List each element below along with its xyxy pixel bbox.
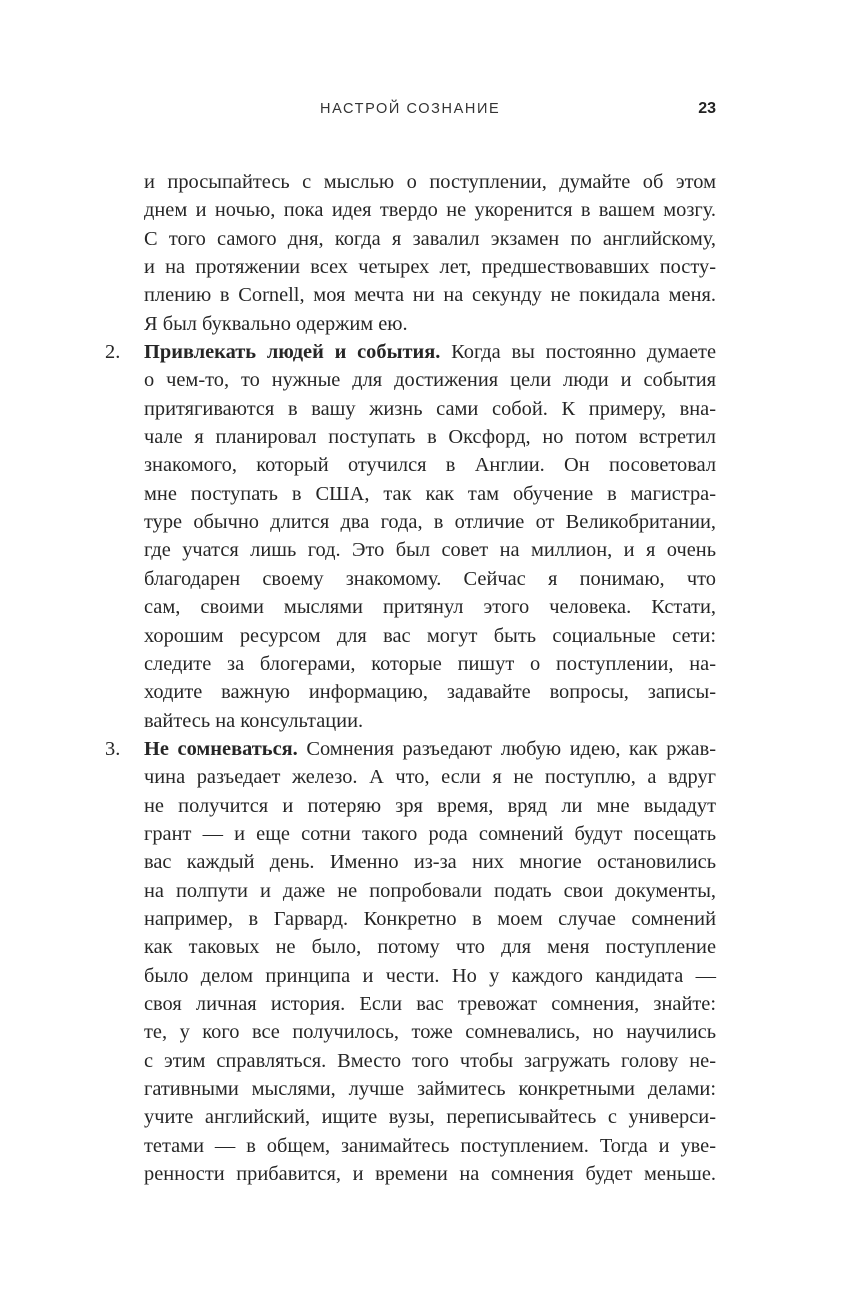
text-line: гативными мыслями, лучше займитесь конкретными делами: <box>144 1078 716 1100</box>
text-line: тетами — в общем, занимайтесь поступлением. Тогда и уве- <box>144 1134 716 1157</box>
text-line: своя личная история. Если вас тревожат сомнения, знайте: <box>144 992 716 1015</box>
text-line: мне поступать в США, так как там обучение в магистра- <box>144 482 716 505</box>
text-line <box>144 338 716 366</box>
running-header <box>320 101 716 123</box>
text-line: те, у кого все получилось, тоже сомневались, но научились <box>144 1021 716 1044</box>
list-item-title: Привлекать людей и события. <box>144 341 441 364</box>
list-item-number: 2. <box>105 341 121 364</box>
text-line: хорошим ресурсом для вас могут быть социальные сети: <box>144 624 716 647</box>
text-line: туре обычно длится два года, в отличие от Великобритании, <box>144 511 716 534</box>
text-line: чина разъедает железо. А что, если я не поступлю, а вдруг <box>144 766 716 789</box>
running-title: НАСТРОЙ СОЗНАНИЕ <box>320 101 501 117</box>
text-line: чале я планировал поступать в Оксфорд, но потом встретил <box>144 426 716 449</box>
text-line: ренности прибавится, и времени на сомнения будет меньше. <box>144 1163 716 1186</box>
list-item-number: 3. <box>105 737 121 760</box>
text-line: где учатся лишь год. Это был совет на миллион, и я очень <box>144 539 716 562</box>
text-line: следите за блогерами, которые пишут о поступлении, на- <box>144 652 716 675</box>
text-line: учите английский, ищите вузы, переписывайтесь с универси- <box>144 1106 716 1129</box>
text-line: с этим справляться. Вместо того чтобы загружать голову не- <box>144 1049 716 1072</box>
text-line: сам, своими мыслями притянул этого человека. Кстати, <box>144 596 716 619</box>
text-line: было делом принципа и чести. Но у каждого кандидата — <box>144 964 716 987</box>
list-item-2 <box>105 338 716 735</box>
paragraph-continuation <box>144 168 716 338</box>
text-line: днем и ночью, пока идея твердо не укоренится в вашем мозгу. <box>144 199 716 222</box>
text-line: грант — и еще сотни такого рода сомнений будут посещать <box>144 822 716 845</box>
text-line: вас каждый день. Именно из-за них многие остановились <box>144 851 716 874</box>
first-line-rest: Когда вы постоянно думаете <box>440 341 716 364</box>
text-line: как таковых не было, потому что для меня поступление <box>144 936 716 959</box>
text-line: вайтесь на консультации. <box>144 709 364 732</box>
text-line <box>144 735 716 763</box>
text-line: плению в Cornell, моя мечта ни на секунду не покидала меня. <box>144 284 716 307</box>
text-line: на полпути и даже не попробовали подать свои документы, <box>144 879 716 902</box>
first-line-rest: Сомнения разъедают любую идею, как ржав- <box>297 737 716 760</box>
text-line: Я был буквально одержим ею. <box>144 312 408 335</box>
text-line: не получится и потеряю зря время, вряд ли мне выдадут <box>144 794 716 817</box>
text-line: знакомого, который отучился в Англии. Он посоветовал <box>144 454 716 477</box>
text-line: притягиваются в вашу жизнь сами собой. К примеру, вна- <box>144 397 716 420</box>
text-line: и просыпайтесь с мыслью о поступлении, думайте об этом <box>144 171 716 193</box>
list-item-title: Не сомневаться. <box>144 737 298 760</box>
text-line: и на протяжении всех четырех лет, предшествовавших посту- <box>144 256 716 279</box>
text-line: ходите важную информацию, задавайте вопросы, записы- <box>144 681 716 704</box>
list-item-3 <box>105 735 716 1189</box>
text-line: о чем-то, то нужные для достижения цели люди и события <box>144 369 716 392</box>
page-number: 23 <box>698 100 716 117</box>
text-line: С того самого дня, когда я завалил экзамен по английскому, <box>144 227 716 250</box>
text-line: благодарен своему знакомому. Сейчас я понимаю, что <box>144 567 716 590</box>
body-text <box>105 168 716 1188</box>
text-line: например, в Гарвард. Конкретно в моем случае сомнений <box>144 907 716 930</box>
